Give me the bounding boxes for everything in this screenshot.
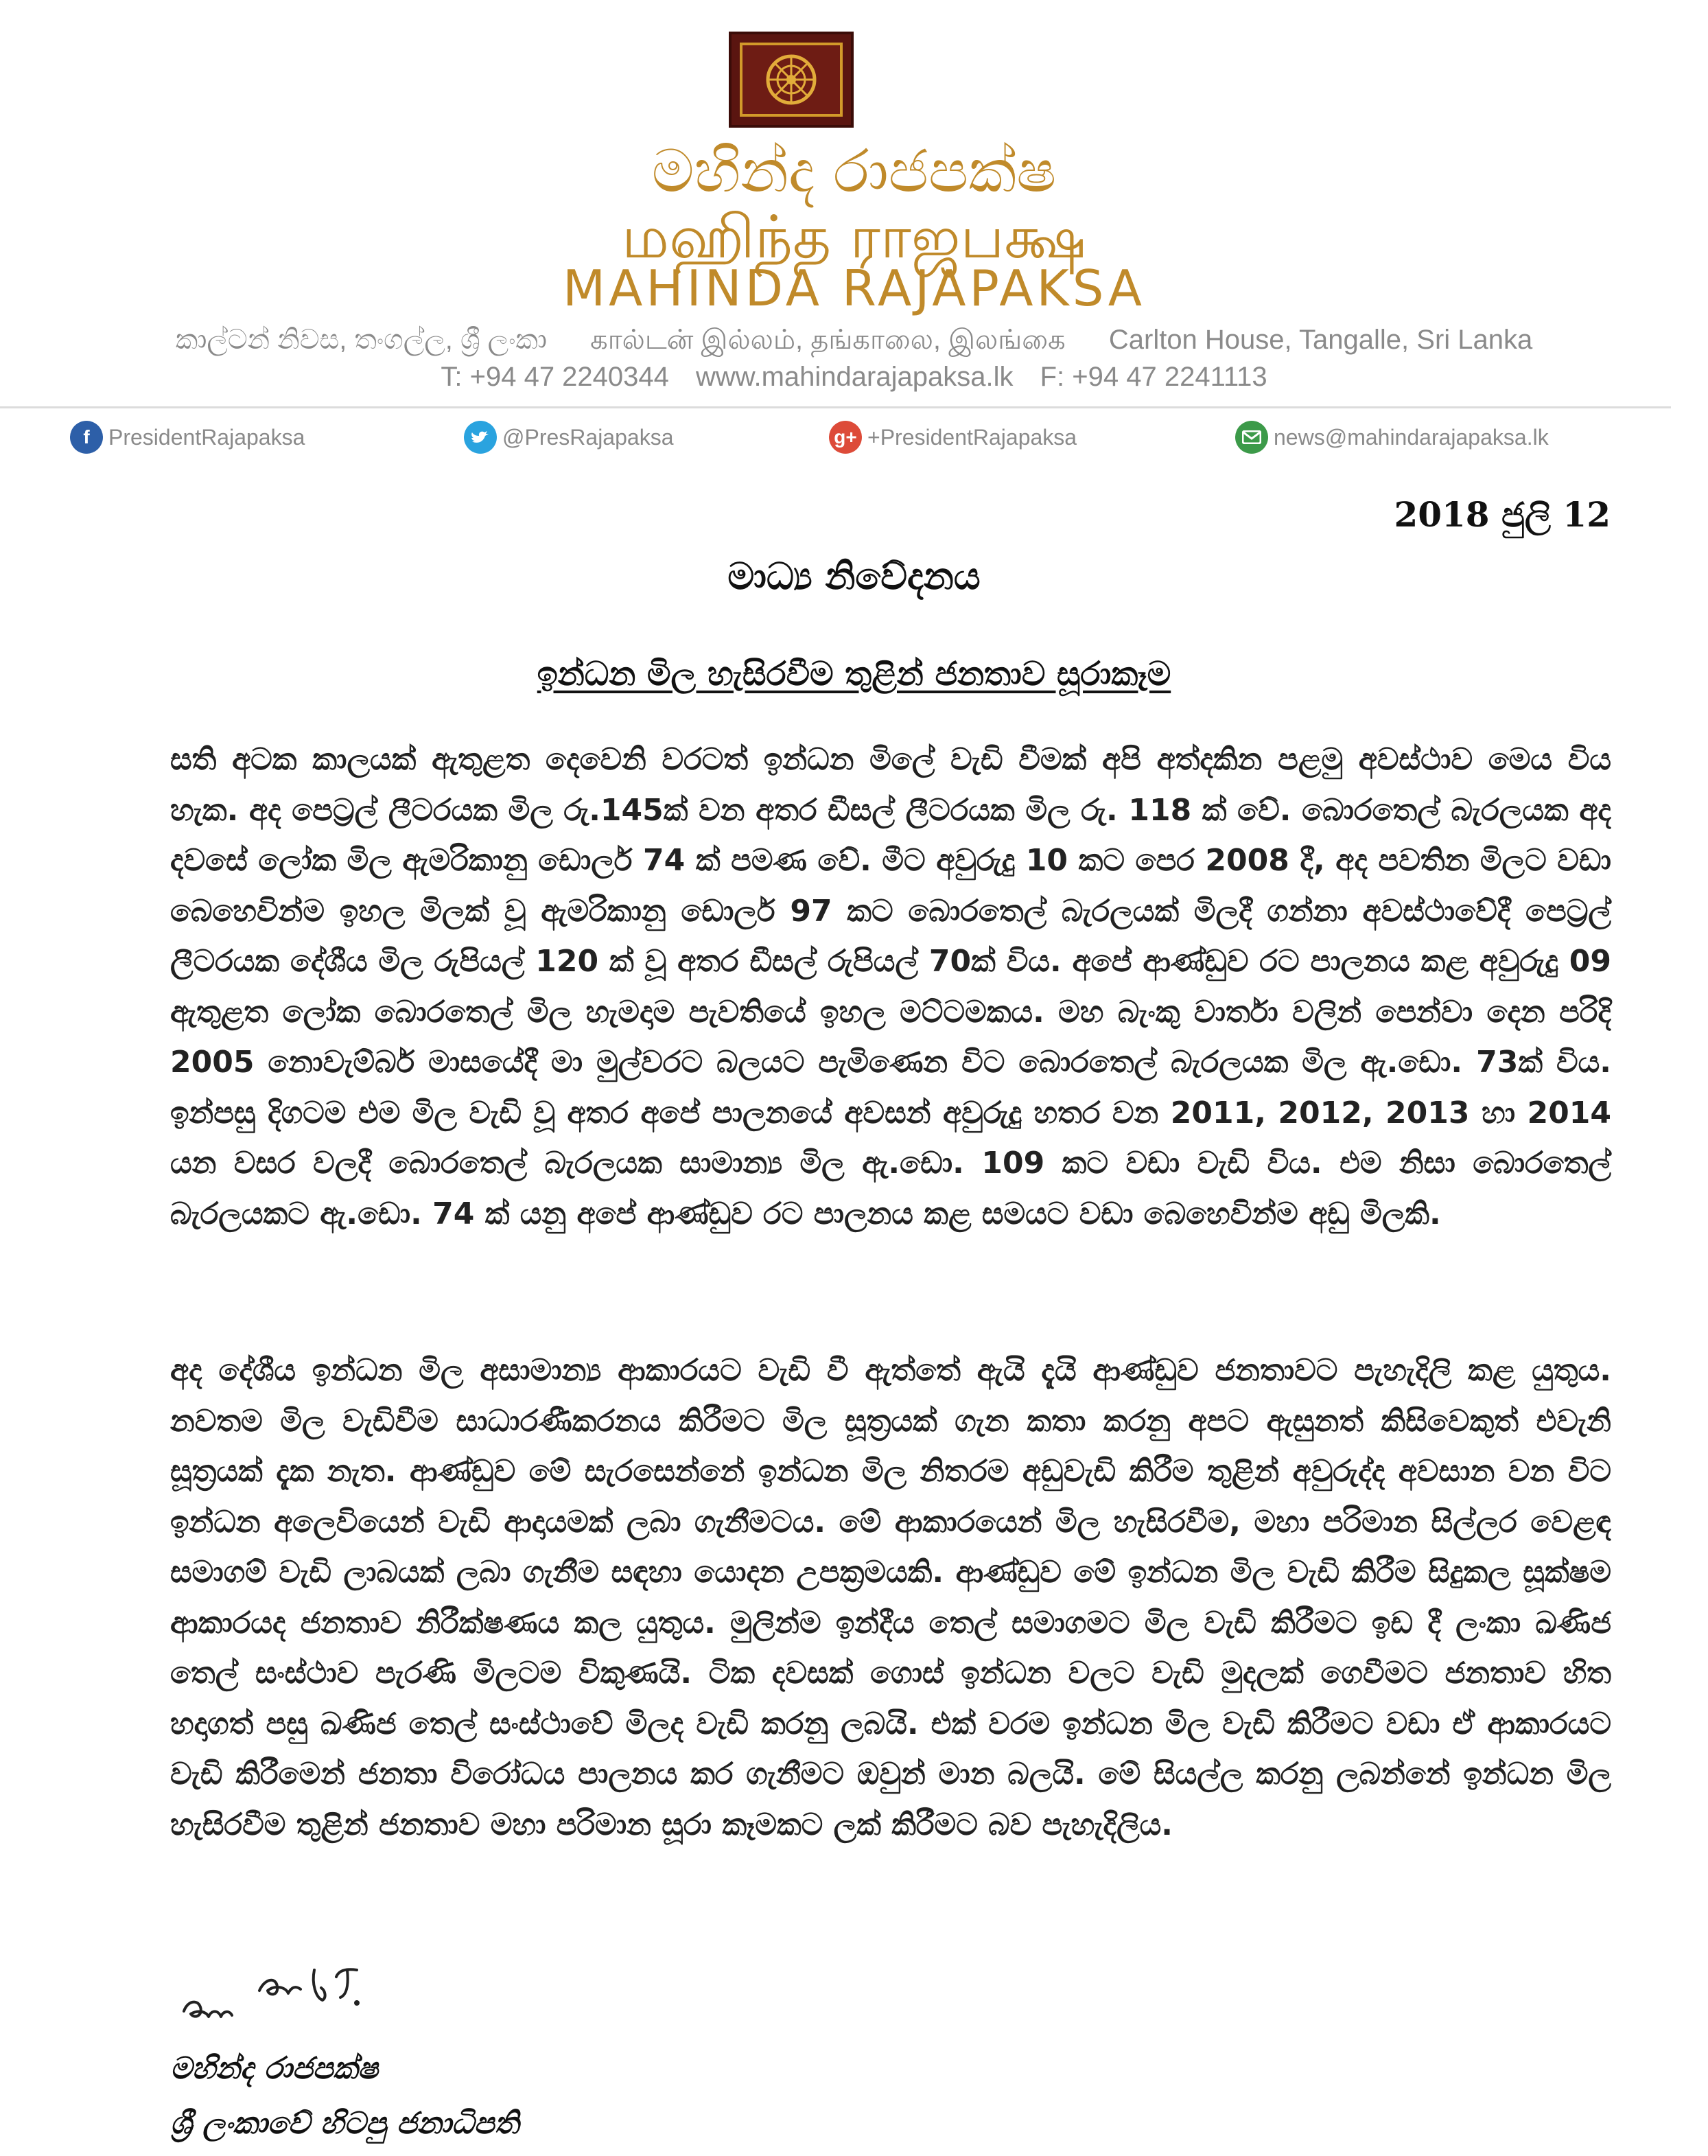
body-paragraph-2: අද දේශීය ඉන්ධන මිල අසාමාන්‍ය ආකාරයට වැඩි වී ඇත්තේ ඇයි දැයි ආණ්ඩුව ජනතාවට පැහැදිලි කළ යුතුය. නවතම මිල වැඩිවීම සාධාරණීකරනය කිරීමට මිල සූත්‍රයක් ගැන කතා කරනු අපට ඇසුනත් කිසිවෙකුත් එවැනි සූත්‍රයක් දැක නැත. ආණ්ඩුව මේ සැරසෙන්නේ ඉන්ධන මිල නිතරම අඩුවැඩි කිරීම තුළින් අවුරුද්ද අවසාන වන විට ඉන්ධන අලෙවියෙන් වැඩි ආදායමක් ලබා ගැනීමටය. මේ ආකාරයෙන් මිල හැසිරවීම, මහා පරිමාන සිල්ලර වෙළඳ සමාගම් වැඩි ලාබයක් ලබා ගැනීම සඳහා යොදන උපක්‍රමයකි. ආණ්ඩුව මේ ඉන්ධන මිල වැඩි කිරීම සිදුකල සූක්ෂම ආකාරයද ජනතාව නිරීක්ෂණය කල යුතුය. මුලින්ම ඉන්දීය තෙල් සමාගමට මිල වැඩි කිරීමට ඉඩ දී ලංකා ඛණිජ තෙල් සංස්ථාව පැරණි මිලටම විකුණයි. ටික දවසක් ගොස් ඉන්ධන වලට වැඩි මුදලක් ගෙවීමට ජනතාව හිත හදාගත් පසු ඛණිජ තෙල් සංස්ථාවේ මිලද වැඩි කරනු ලබයි. එක් වරම ඉන්ධන මිල වැඩි කිරීමට වඩා ඒ ආකාරයට වැඩි කිරීමෙන් ජනතා විරෝධය පාලනය කර ගැනීමට ඔවුන් මාන බලයි. මේ සියල්ල කරනු ලබන්නේ ඉන්ධන මිල හැසිරවීම තුළින් ජනතාව මහා පරිමාන සූරා කෑමකට ලක් කිරීමට බව පැහැදිලිය.: [170, 1353, 1611, 1842]
twitter-handle: @PresRajapaksa: [502, 424, 674, 450]
handwritten-signature: [177, 1949, 410, 2035]
address-tamil: கால்டன் இல்லம், தங்காலை, இலங்கை: [590, 325, 1066, 355]
twitter-link[interactable]: [464, 420, 673, 454]
google-plus-handle: +PresidentRajapaksa: [867, 424, 1077, 450]
signatory-title: ශ්‍රී ලංකාවේ හිටපු ජනාධිපති: [170, 2106, 519, 2141]
body-paragraph-1: සති අටක කාලයක් ඇතුළත දෙවෙනි වරටත් ඉන්ධන මිලේ වැඩි වීමක් අපි අත්දකින පළමු අවස්ථාව මෙය විය හැක. අද පෙට්‍රල් ලීටරයක මිල රු.145ක් වන අතර ඩීසල් ලීටරයක මිල රු. 118 ක් වේ. බොරතෙල් බැරලයක අද දවසේ ලෝක මිල ඇමරිකානු ඩොලර් 74 ක් පමණ වේ. මීට අවුරුදු 10 කට පෙර 2008 දී, අද පවතින මිලට වඩා බෙහෙවින්ම ඉහල මිලක් වූ ඇමරිකානු ඩොලර් 97 කට බොරතෙල් බැරලයක් මිලදී ගන්නා අවස්ථාවේදී පෙට්‍රල් ලීටරයක දේශීය මිල රුපියල් 120 ක් වූ අතර ඩීසල් රුපියල් 70ක් විය. අපේ ආණ්ඩුව රට පාලනය කළ අවුරුදු 09 ඇතුළත ලෝක බොරතෙල් මිල හැමදාම පැවතියේ ඉහල මට්ටමකය. මහ බැංකු වාර්තා වලින් පෙන්වා දෙන පරිදි 2005 නොවැම්බර් මාසයේදී මා මුල්වරට බලයට පැමිණෙන විට බොරතෙල් බැරලයක මිල ඇ.ඩො. 73ක් විය. ඉන්පසු දිගටම එම මිල වැඩි වූ අතර අපේ පාලනයේ අවසන් අවුරුදු හතර වන 2011, 2012, 2013 හා 2014 යන වසර වලදී බොරතෙල් බැරලයක සාමාන්‍ය මිල ඇ.ඩො. 109 කට වඩා වැඩි විය. එම නිසා බොරතෙල් බැරලයකට ඇ.ඩො. 74 ක් යනු අපේ ආණ්ඩුව රට පාලනය කළ සමයට වඩා බෙහෙවින්ම අඩු මිලකි.: [170, 742, 1611, 1231]
website-link[interactable]: www.mahindarajapaksa.lk: [696, 362, 1014, 392]
name-english: MAHINDA RAJAPAKSA: [562, 259, 1146, 317]
headline: ඉන්ධන මිල හැසිරවීම තුළින් ජනතාව සූරාකෑම: [537, 655, 1171, 693]
email-link[interactable]: [1235, 420, 1549, 454]
fax: F: +94 47 2241113: [1040, 362, 1267, 392]
name-sinhala: මහින්ද රාජපක්ෂ: [651, 137, 1057, 206]
header-divider: [0, 406, 1671, 408]
google-plus-icon: g+: [829, 421, 862, 454]
address-row: [0, 323, 1708, 357]
telephone: T: +94 47 2240344: [441, 362, 669, 392]
document-date: 2018 ජුලි 12: [1394, 494, 1611, 535]
address-sinhala: කාල්ටන් නිවස, තංගල්ල, ශ්‍රී ලංකා: [175, 325, 547, 355]
signatory-name: මහින්ද රාජපක්ෂ: [170, 2051, 378, 2086]
facebook-link[interactable]: [70, 420, 305, 454]
google-plus-link[interactable]: [829, 420, 1077, 454]
document-title: මාධ්‍ය නිවේදනය: [727, 555, 981, 598]
facebook-handle: PresidentRajapaksa: [108, 424, 305, 450]
email-icon: [1235, 421, 1268, 454]
address-english: Carlton House, Tangalle, Sri Lanka: [1108, 325, 1533, 355]
twitter-icon: [464, 421, 497, 454]
dharma-wheel-icon: [740, 43, 843, 117]
contact-row: [0, 360, 1708, 394]
facebook-icon: f: [70, 421, 103, 454]
seal-logo: [729, 32, 854, 128]
email-address: news@mahindarajapaksa.lk: [1274, 424, 1549, 450]
name-tamil: மஹிந்த ராஜபக்ஷ: [621, 203, 1087, 272]
